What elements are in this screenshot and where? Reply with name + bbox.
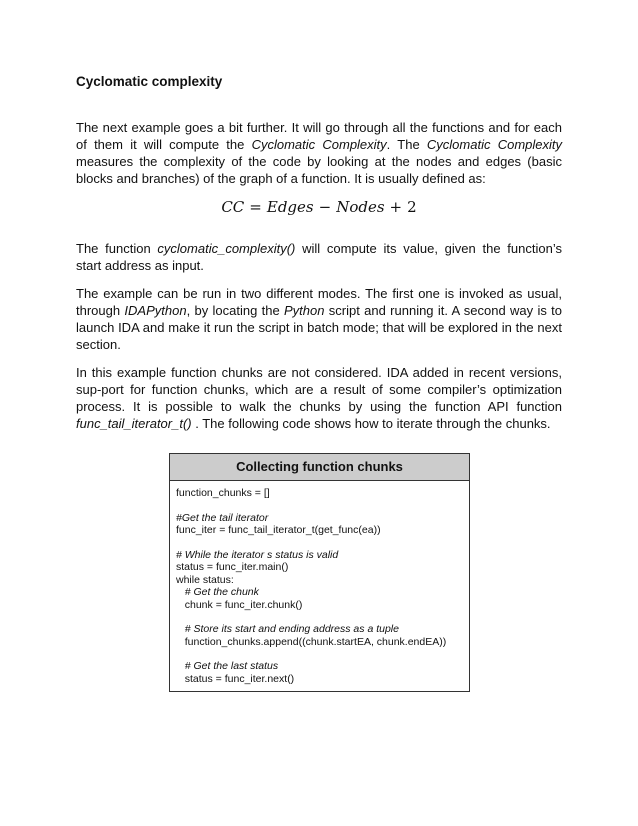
paragraph-modes bbox=[76, 285, 562, 353]
cc-formula bbox=[0, 198, 638, 216]
code-line: func_iter = func_tail_iterator_t(get_func(ea)) bbox=[176, 524, 381, 537]
paragraph-function bbox=[76, 240, 562, 274]
code-listing-title: Collecting function chunks bbox=[170, 454, 469, 481]
paragraph-intro bbox=[76, 119, 562, 187]
code-line bbox=[176, 537, 469, 549]
code-line: while status: bbox=[176, 573, 234, 586]
formula-constant: 2 bbox=[407, 198, 417, 216]
emphasis-function-name: func_tail_iterator_t() bbox=[76, 416, 192, 431]
formula-minus: − bbox=[318, 198, 332, 216]
text-run: will compute its value, given the function’s start address as input. bbox=[76, 241, 562, 273]
emphasis-term: Python bbox=[284, 303, 325, 318]
code-line: function_chunks.append((chunk.startEA, chunk.endEA)) bbox=[176, 635, 447, 648]
text-run: . The bbox=[386, 137, 427, 152]
emphasis-term: Cyclomatic Complexity bbox=[426, 137, 562, 152]
code-comment-line: # Get the last status bbox=[176, 660, 279, 673]
code-line bbox=[176, 611, 469, 623]
paragraph-chunks bbox=[76, 364, 562, 432]
code-line bbox=[176, 648, 469, 660]
code-line: function_chunks = [] bbox=[176, 487, 270, 499]
code-listing-box bbox=[169, 453, 470, 692]
code-line bbox=[176, 499, 469, 511]
section-heading: Cyclomatic complexity bbox=[76, 74, 223, 89]
code-comment-line: # While the iterator s status is valid bbox=[176, 548, 339, 561]
formula-plus: + bbox=[389, 198, 403, 216]
text-run: In this example function chunks are not considered. IDA added in recent versions, sup-port for function chunks, which are a result of some compiler’s optimization process. It is possible to walk the chunks by using the function API function bbox=[76, 365, 562, 414]
emphasis-function-name: cyclomatic_complexity() bbox=[157, 241, 296, 256]
text-run: , by locating the bbox=[186, 303, 285, 318]
formula-equals: = bbox=[249, 198, 262, 216]
code-line: chunk = func_iter.chunk() bbox=[176, 598, 303, 611]
text-run: The next example goes a bit further. It will go through all the functions and for each of them it will compute the bbox=[76, 120, 562, 152]
formula-edges: Edges bbox=[266, 198, 314, 216]
text-run: The function bbox=[76, 241, 158, 256]
text-run: measures the complexity of the code by looking at the nodes and edges (basic blocks and branches) of the graph of a function. It is usually defined as: bbox=[76, 154, 562, 186]
text-run: script and running it. A second way is to launch IDA and make it run the script in batch mode; that will be explored in the next section. bbox=[76, 303, 562, 352]
code-listing-body bbox=[170, 481, 469, 685]
formula-lhs: CC bbox=[221, 198, 245, 216]
formula-nodes: Nodes bbox=[336, 198, 385, 216]
code-line: status = func_iter.main() bbox=[176, 561, 289, 574]
code-comment-line: # Get the chunk bbox=[176, 586, 259, 599]
emphasis-term: Cyclomatic Complexity bbox=[251, 137, 387, 152]
text-run: . The following code shows how to iterate through the chunks. bbox=[191, 416, 551, 431]
code-comment-line: # Store its start and ending address as a tuple bbox=[176, 623, 399, 636]
emphasis-term: IDAPython bbox=[124, 303, 187, 318]
code-comment-line: #Get the tail iterator bbox=[176, 511, 269, 524]
code-line: status = func_iter.next() bbox=[176, 672, 295, 685]
text-run: The example can be run in two different modes. The first one is invoked as usual, through bbox=[76, 286, 562, 318]
